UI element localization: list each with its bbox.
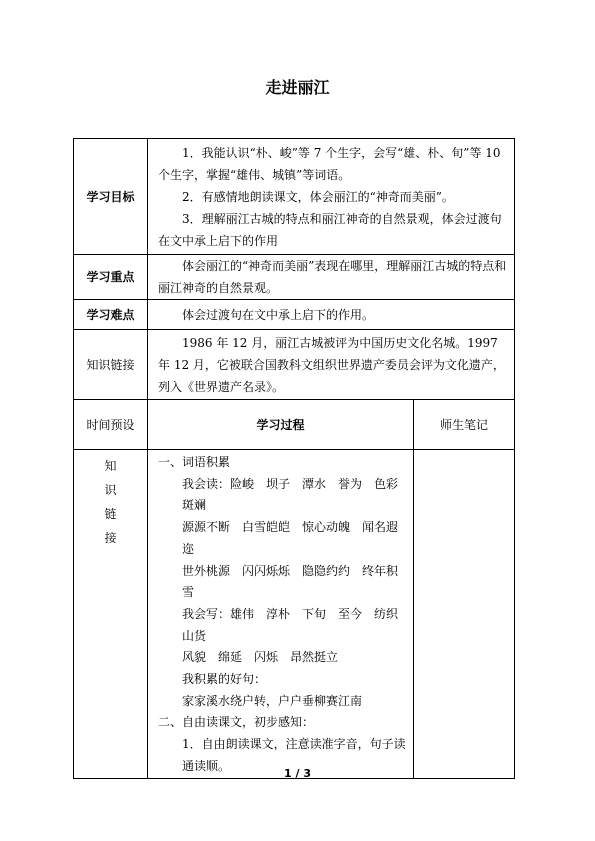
process-line: 我会读：险峻 坝子 潭水 誉为 色彩斑斓 (182, 476, 399, 513)
process-line: 源源不断 白雪皑皑 惊心动魄 闻名遐迩 (182, 520, 399, 556)
goal-line-2: 2．有感情地朗读课文，体会丽江的“神奇而美丽”。 (182, 189, 454, 204)
side-char: 知 (104, 459, 117, 473)
process-content (148, 450, 414, 779)
process-header: 学习过程 (148, 400, 414, 450)
process-line: 世外桃源 闪闪烁烁 隐隐约约 终年积雪 (182, 563, 399, 600)
goals-content (148, 139, 515, 255)
side-char: 识 (104, 483, 117, 497)
difficulty-label: 学习难点 (74, 300, 148, 330)
process-line: 一、词语积累 (158, 455, 231, 469)
difficulty-row (74, 300, 515, 330)
goal-line-1: 1．我能认识“朴、峻”等 7 个生字，会写“雄、朴、旬”等 10 个生字，掌握“雄伟、城镇”等词语。 (158, 145, 501, 182)
process-line: 我会写：雄伟 淳朴 下旬 至今 纺织 山货 (182, 606, 411, 643)
notes-cell (414, 450, 515, 779)
process-header-row (74, 400, 515, 450)
lesson-table (73, 138, 515, 779)
time-header: 时间预设 (74, 400, 148, 450)
process-line: 二、自由读课文，初步感知： (158, 715, 315, 730)
page-title: 走进丽江 (265, 78, 330, 97)
process-line: 我积累的好句： (182, 672, 267, 687)
goals-label: 学习目标 (74, 139, 148, 255)
side-char: 链 (104, 507, 117, 521)
side-char: 接 (104, 531, 117, 545)
goal-line-3: 3．理解丽江古城的特点和丽江神奇的自然景观，体会过渡句在文中承上启下的作用 (158, 211, 502, 248)
page-number: 1 / 3 (284, 767, 311, 780)
process-line: 家家溪水绕户转，户户垂柳赛江南 (182, 693, 363, 708)
goals-row (74, 139, 515, 255)
process-side-label (74, 450, 148, 779)
difficulty-text: 体会过渡句在文中承上启下的作用。 (182, 307, 375, 322)
key-text: 体会丽江的“神奇而美丽”表现在哪里，理解丽江古城的特点和丽江神奇的自然景观。 (158, 259, 507, 295)
key-label: 学习重点 (74, 255, 148, 300)
knowledge-row (74, 330, 515, 400)
knowledge-label: 知识链接 (74, 330, 148, 400)
process-row (74, 450, 515, 779)
process-line: 风貌 绵延 闪烁 昂然挺立 (182, 650, 339, 665)
knowledge-text: 1986 年 12 月，丽江古城被评为中国历史文化名城。1997 年 12 月，它被联合国教科文组织世界遗产委员会评为文化遗产，列入《世界遗产名录》。 (158, 335, 505, 394)
process-line: 1．自由朗读课文，注意读准字音，句子读通读顺。 (182, 737, 406, 773)
notes-header: 师生笔记 (414, 400, 515, 450)
key-row (74, 255, 515, 300)
